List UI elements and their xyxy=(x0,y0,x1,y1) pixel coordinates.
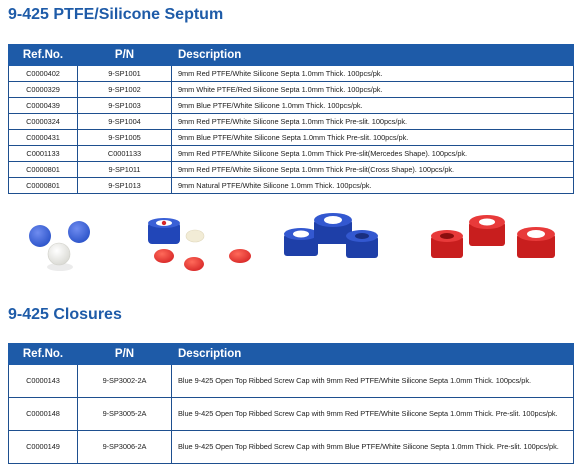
ref-cell: C0000148 xyxy=(9,398,78,431)
pn-cell: 9-SP3002-2A xyxy=(78,365,172,398)
table-row xyxy=(9,178,574,194)
description-cell: Blue 9-425 Open Top Ribbed Screw Cap with 9mm Red PTFE/White Silicone Septa 1.0mm Thick. Pre-slit. 100pcs/pk. xyxy=(172,398,574,431)
description-cell: Blue 9-425 Open Top Ribbed Screw Cap with 9mm Blue PTFE/White Silicone Septa 1.0mm Thick. Pre-slit. 100pcs/pk. xyxy=(172,431,574,464)
pn-cell: 9-SP1011 xyxy=(78,162,172,178)
pn-cell: 9-SP1003 xyxy=(78,98,172,114)
ref-cell: C0000402 xyxy=(9,66,78,82)
pn-cell: 9-SP1002 xyxy=(78,82,172,98)
table-row xyxy=(9,66,574,82)
red-screw-caps-image xyxy=(425,210,565,282)
table-row xyxy=(9,431,574,464)
column-header-ref: Ref.No. xyxy=(9,45,78,66)
ref-cell: C0000324 xyxy=(9,114,78,130)
ref-cell: C0001133 xyxy=(9,146,78,162)
blue-screw-caps-image xyxy=(278,210,388,282)
closures-table xyxy=(8,343,574,464)
pn-cell: 9-SP1004 xyxy=(78,114,172,130)
ref-cell: C0000801 xyxy=(9,178,78,194)
blue-cap-red-septa-image xyxy=(134,210,264,285)
table-row xyxy=(9,365,574,398)
septum-table xyxy=(8,44,574,194)
column-header-ref: Ref.No. xyxy=(9,344,78,365)
description-cell: 9mm Natural PTFE/White Silicone 1.0mm Thick. 100pcs/pk. xyxy=(172,178,574,194)
pn-cell: 9-SP1005 xyxy=(78,130,172,146)
pn-cell: 9-SP3005-2A xyxy=(78,398,172,431)
septum-section-title: 9-425 PTFE/Silicone Septum xyxy=(8,6,224,23)
description-cell: 9mm Blue PTFE/White Silicone 1.0mm Thick. 100pcs/pk. xyxy=(172,98,574,114)
ref-cell: C0000149 xyxy=(9,431,78,464)
description-cell: 9mm Red PTFE/White Silicone Septa 1.0mm Thick Pre-slit. 100pcs/pk. xyxy=(172,114,574,130)
description-cell: 9mm Blue PTFE/White Silicone Septa 1.0mm Thick Pre-slit. 100pcs/pk. xyxy=(172,130,574,146)
pn-cell: 9-SP3006-2A xyxy=(78,431,172,464)
pn-cell: 9-SP1001 xyxy=(78,66,172,82)
description-cell: 9mm Red PTFE/White Silicone Septa 1.0mm Thick. 100pcs/pk. xyxy=(172,66,574,82)
column-header-pn: P/N xyxy=(78,45,172,66)
table-row xyxy=(9,114,574,130)
ref-cell: C0000801 xyxy=(9,162,78,178)
ref-cell: C0000439 xyxy=(9,98,78,114)
description-cell: Blue 9-425 Open Top Ribbed Screw Cap with 9mm Red PTFE/White Silicone Septa 1.0mm Thick. 100pcs/pk. xyxy=(172,365,574,398)
table-row xyxy=(9,82,574,98)
table-row xyxy=(9,162,574,178)
table-row xyxy=(9,146,574,162)
column-header-description: Description xyxy=(172,344,574,365)
description-cell: 9mm White PTFE/Red Silicone Septa 1.0mm Thick. 100pcs/pk. xyxy=(172,82,574,98)
column-header-description: Description xyxy=(172,45,574,66)
ref-cell: C0000329 xyxy=(9,82,78,98)
table-row xyxy=(9,98,574,114)
ref-cell: C0000431 xyxy=(9,130,78,146)
table-header-row xyxy=(9,45,574,66)
table-header-row xyxy=(9,344,574,365)
table-row xyxy=(9,130,574,146)
closures-section-title: 9-425 Closures xyxy=(8,306,122,323)
ref-cell: C0000143 xyxy=(9,365,78,398)
blue-white-septa-image xyxy=(16,210,106,280)
column-header-pn: P/N xyxy=(78,344,172,365)
pn-cell: 9-SP1013 xyxy=(78,178,172,194)
pn-cell: C0001133 xyxy=(78,146,172,162)
description-cell: 9mm Red PTFE/White Silicone Septa 1.0mm Thick Pre-slit(Cross Shape). 100pcs/pk. xyxy=(172,162,574,178)
table-row xyxy=(9,398,574,431)
description-cell: 9mm Red PTFE/White Silicone Septa 1.0mm Thick Pre-slit(Mercedes Shape). 100pcs/pk. xyxy=(172,146,574,162)
